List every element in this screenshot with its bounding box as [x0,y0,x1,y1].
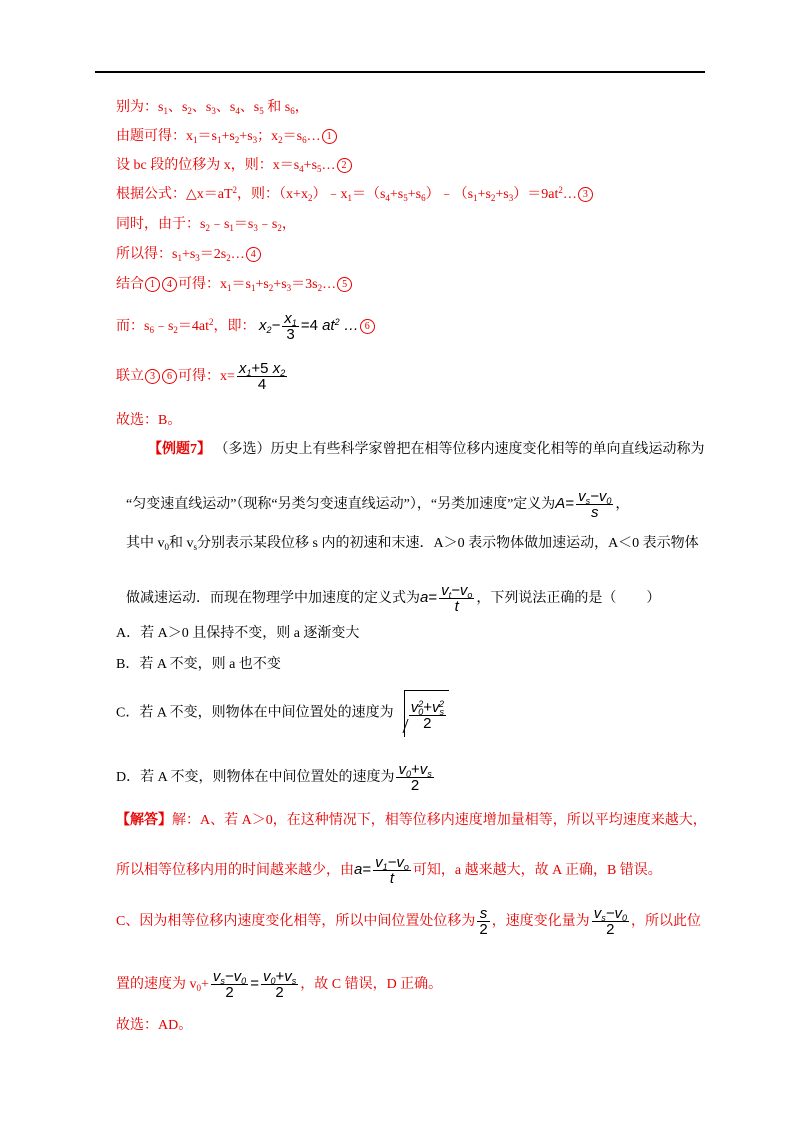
example-title: 【例题7】 （多选）历史上有些科学家曾把在相等位移内速度变化相等的单向直线运动称为 [148,442,705,457]
answer-line-5: 故选：AD。 [116,1018,193,1033]
solution-line-8: 而：$s_6﹣s_2=4at^2$，即： $x_2-$ $\frac{x_1}{3}$ =4 $at^2$ … 6 [116,306,376,347]
solution-line-7: 结合 1 4 可得：$x_1=s_1+s_2+s_3=3s_2\dots$ 5 [116,276,353,294]
solution-line-5: 同时，由于：$s_2﹣s_1=s_3﹣s_2$， [116,217,296,233]
answer-line-3: C、因为相等位移内速度变化相等，所以中间位置处位移为 $\frac{s}{2}$ ，速度变化量为 $\frac{v_s-v_0}{2}$ ，所以此位 [116,905,701,939]
answer-line-2: 所以相等位移内用的时间越来越少，由a= $\frac{v_1-v_o}{t}$ 可知，a 越来越大，故 A 正确，B 错误。 [116,854,662,888]
example-line-4: 做减速运动．而现在物理学中加速度的定义式为a= $\frac{v_t-v_o}{t}$ ，下列说法正确的是（ ） [126,582,661,616]
answer-label: 【解答】 [116,813,172,828]
option-b: B．若 A 不变，则 a 也不变 [116,657,281,672]
example-line-2: “匀变速直线运动”（现称“另类匀变速直线运动”），“另类加速度”定义为A= $\frac{v_s-v_0}{s}$ ， [126,488,630,522]
solution-line-1: 别为：$s_1$、$s_2$、$s_3$、$s_4$、$s_5$ 和 $s_6$， [116,100,309,116]
answer-line-4: 置的速度为 $v_0+$ $\frac{v_s-v_0}{2}$ = $\frac{v_0+v_s}{2}$ ，故 C 错误，D 正确。 [116,968,443,1002]
option-a: A．若 A＞0 且保持不变，则 a 逐渐变大 [116,626,360,641]
solution-line-9: 联立 3 6 可得：x= $\frac{x_1+5 x_2}{4}$ [116,360,286,394]
header-rule [95,71,705,73]
answer-line-1: 【解答】解：A、若 A＞0，在这种情况下，相等位移内速度增加量相等，所以平均速度来越大， [116,813,707,828]
solution-line-6: 所以得：$s_1+s_3=2s_2\dots$ 4 [116,246,262,264]
option-c: C．若 A 不变，则物体在中间位置处的速度为 $\frac{v_0^2+v_s^2}{2}$ [116,690,449,737]
solution-line-4: 根据公式：$\triangle x=aT^2$，则：$(x+x_2)﹣x_1=(s_4+s_5+s_6)﹣(s_1+s_2+s_3)=9at^2\dots$ 3 [116,186,594,204]
example-line-3: 其中 $v_0$和 $v_s$分别表示某段位移 s 内的初速和末速．A＞0 表示物体做加速运动，A＜0 表示物体 [126,536,699,552]
solution-line-3: 设 bc 段的位移为 x，则：$x=s_4+s_5\dots$ 2 [116,157,353,175]
solution-line-2: 由题可得：$x_1=s_1+s_2+s_3$；$x_2=s_6\dots$ 1 [116,128,338,146]
solution-line-10: 故选：B。 [116,413,182,428]
option-d: D．若 A 不变，则物体在中间位置处的速度为 $\frac{v_0+v_s}{2}$ [116,761,432,795]
example-label: 【例题7】 [148,442,211,457]
